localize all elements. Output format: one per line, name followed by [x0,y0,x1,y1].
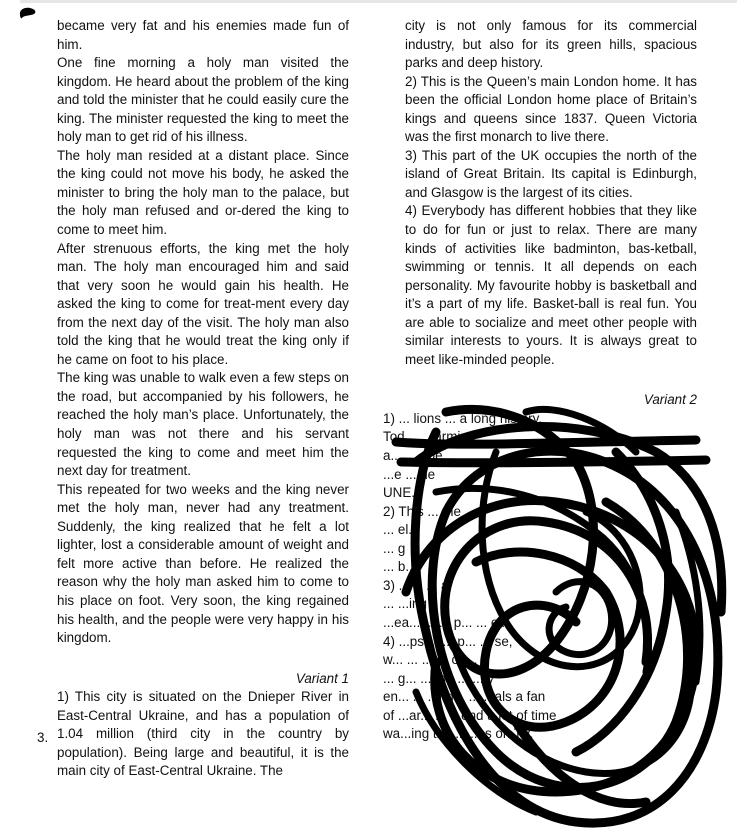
left-paragraph-3: The holy man resided at a distant place. Since the king could not move his body, he asked the minister to bring the holy man to the palace, but the holy man refused and or-dered the king to come to meet him. [57,147,349,238]
task-3-text: 1) This city is situated on the Dnieper River in East-Central Ukraine, and has a population of 1.04 million (third city in the country by population). Being large and beautiful, it is the main city of East-Central Ukraine. The [57,689,349,779]
obscured-line: ... g [383,540,406,556]
left-paragraph-5: The king was unable to walk even a few steps on the road, but accompanied by his followers, he reached the holy man’s place. Unfortunately, the holy man was not there and his servant requested the king to come and meet him the next day for treatment. [57,370,349,479]
page-curl-edge [20,0,737,3]
obscured-line: 2) This ... the ... s [383,503,487,519]
pen-scribble-overlay [376,392,736,839]
right-paragraph-1: city is not only famous for its commercial industry, but also for its green hills, spacious parks and deep history. [405,18,697,71]
variant-1-label: Variant 1 [295,670,349,686]
obscured-line: w... ... ... ... oo... [383,652,478,668]
left-paragraph-6: This repeated for two weeks and the king never met the holy man, never had any treatment. Suddenly, the king realized that he felt a lot lighter, lost a considerable amount of weight and felt more active than before. He realized the reason why the holy man asked him to come to his place on foot. Very soon, the king regained his health, and the people were very happy in his kingdom. [57,481,349,646]
obscured-line: of ...ar... ... ...end a lot of time [383,707,557,723]
task-number: 3. [37,730,49,745]
ink-blot-mark [18,6,38,20]
obscured-line: wa...ing the... ...es on TV. [383,726,534,742]
obscured-line: ... ...ing [383,596,427,612]
obscured-line: en... ... ...ng... ... ...als a fan [383,689,546,705]
obscured-line: ...ea... ... ... p... ... el... [383,614,513,630]
obscured-line: ... el. [383,522,413,538]
obscured-line: ... b... [383,559,417,575]
right-paragraph-2: 2) This is the Queen’s main London home. It has been the official London home place of Britain’s kings and queens since 1837. Queen Victoria was the first monarch to live there. [405,73,697,145]
obscured-line: 1) ... lions ... a long history. [383,410,543,426]
left-column [57,17,349,781]
obscured-line: 3) ... K ... a [383,577,449,593]
obscured-line: ... g... ... the ... ... y [383,670,494,686]
left-paragraph-4: After strenuous efforts, the king met the holy man. The holy man encouraged him and said that very soon he would gain his health. He asked the king to come for treat-ment every day from the next day of the visit. The holy man also told the king that he would treat the king only if he came on foot to his place. [57,240,349,367]
obscured-line: UNE... [383,485,423,501]
left-paragraph-1: became very fat and his enemies made fun of him. [57,18,349,52]
obscured-line: ...e ... he [383,466,436,482]
variant-2-label: Variant 2 [643,392,697,408]
right-paragraph-4: 4) Everybody has different hobbies that they like to do for fun or just to relax. There are many kinds of activities like badminton, bas-ketball, swimming or tennis. It all depends on each personality. My favourite hobby is basketball and it’s a part of my life. Basket-ball is real fun. You are able to socialize and meet other people with similar interests to yours. It is always great to meet like-minded people. [405,203,697,367]
obscured-line: 4) ...ps ... ... p... ... se, [383,633,513,649]
right-paragraph-3: 3) This part of the UK occupies the north of the island of Great Britain. Its capital is Edinburgh, and Glasgow is the largest of its cities. [405,147,697,200]
obscured-line: a... ... ope. [383,448,447,464]
left-paragraph-2: One fine morning a holy man visited the kingdom. He heard about the problem of the king and told the minister that he could easily cure the king. The minister requested the king to meet the holy man to get rid of his illness. [57,55,349,145]
obscured-line: Tod... ... arming [383,429,476,445]
